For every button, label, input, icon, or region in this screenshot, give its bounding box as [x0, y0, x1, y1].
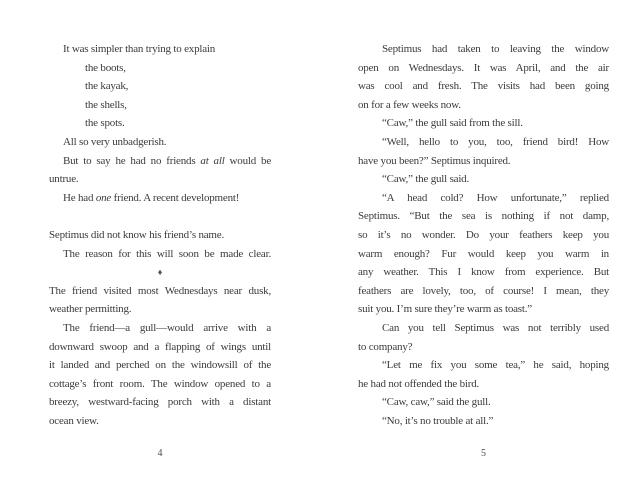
- text-line: was cool and fresh. The visits had been going: [358, 80, 609, 93]
- text-line: “Let me fix you some tea,” he said, hoping: [382, 359, 609, 372]
- page-left-text: [49, 40, 271, 430]
- text-line: the shells,: [85, 98, 127, 111]
- text-line: Septimus. “But the sea is nothing if not damp,: [358, 210, 609, 223]
- text-line: feathers are lovely, too, of course! I mean, they: [358, 284, 609, 297]
- text-line: Septimus had taken to leaving the window: [382, 43, 609, 55]
- page-right-text: [358, 40, 609, 430]
- text-line: “Well, hello to you, too, friend bird! How: [382, 135, 609, 148]
- text-line: cottage’s front room. The window opened to a: [49, 377, 271, 390]
- page-number-right: 5: [481, 448, 486, 459]
- section-break-ornament-icon: ♦: [157, 267, 163, 278]
- text-line: “Caw,” the gull said from the sill.: [382, 117, 523, 130]
- text-line: so it’s no wonder. Do your feathers keep you: [358, 228, 609, 241]
- text-line: Can you tell Septimus was not terribly used: [382, 321, 609, 334]
- text-line: ocean view.: [49, 414, 99, 427]
- page-left: [49, 40, 271, 465]
- text-line: downward swoop and a flapping of wings until: [49, 340, 271, 353]
- text-line: the spots.: [85, 117, 125, 130]
- text-line: untrue.: [49, 173, 79, 186]
- blank-line: [49, 207, 271, 226]
- text-line: “Caw, caw,” said the gull.: [382, 396, 491, 409]
- text-line: The friend visited most Wednesdays near dusk,: [49, 284, 271, 297]
- text-line: any weather. This I know from experience. But: [358, 266, 609, 279]
- text-line: open on Wednesdays. It was April, and the air: [358, 61, 609, 74]
- text-line: weather permitting.: [49, 303, 132, 316]
- text-line: It was simpler than trying to explain: [63, 43, 216, 55]
- page-number-left: 4: [157, 448, 163, 459]
- text-line: “A head cold? How unfortunate,” replied: [382, 191, 609, 204]
- text-line: breezy, westward-facing porch with a distant: [49, 396, 271, 409]
- text-line: suit you. I’m sure they’re warm as toast.”: [358, 303, 532, 316]
- text-line: he had not offended the bird.: [358, 377, 480, 390]
- text-line: on for a few weeks now.: [358, 98, 461, 111]
- text-line: the kayak,: [85, 80, 129, 93]
- text-line: to company?: [358, 340, 413, 353]
- text-line: The friend—a gull—would arrive with a: [63, 321, 271, 334]
- text-line: But to say he had no friends at all would be: [63, 154, 272, 167]
- text-line: All so very unbadgerish.: [63, 135, 167, 148]
- text-line: warm enough? Fur would keep you warm in: [358, 247, 609, 260]
- text-line: He had one friend. A recent development!: [63, 191, 240, 204]
- text-line: the boots,: [85, 61, 126, 74]
- text-line: The reason for this will soon be made clear.: [63, 247, 271, 260]
- text-line: it landed and perched on the windowsill of the: [49, 359, 271, 372]
- text-line: “No, it’s no trouble at all.”: [382, 414, 494, 427]
- text-line: Septimus did not know his friend’s name.: [49, 228, 225, 241]
- text-line: have you been?” Septimus inquired.: [358, 154, 511, 167]
- text-line: “Caw,” the gull said.: [382, 173, 470, 186]
- page-right: [358, 40, 609, 465]
